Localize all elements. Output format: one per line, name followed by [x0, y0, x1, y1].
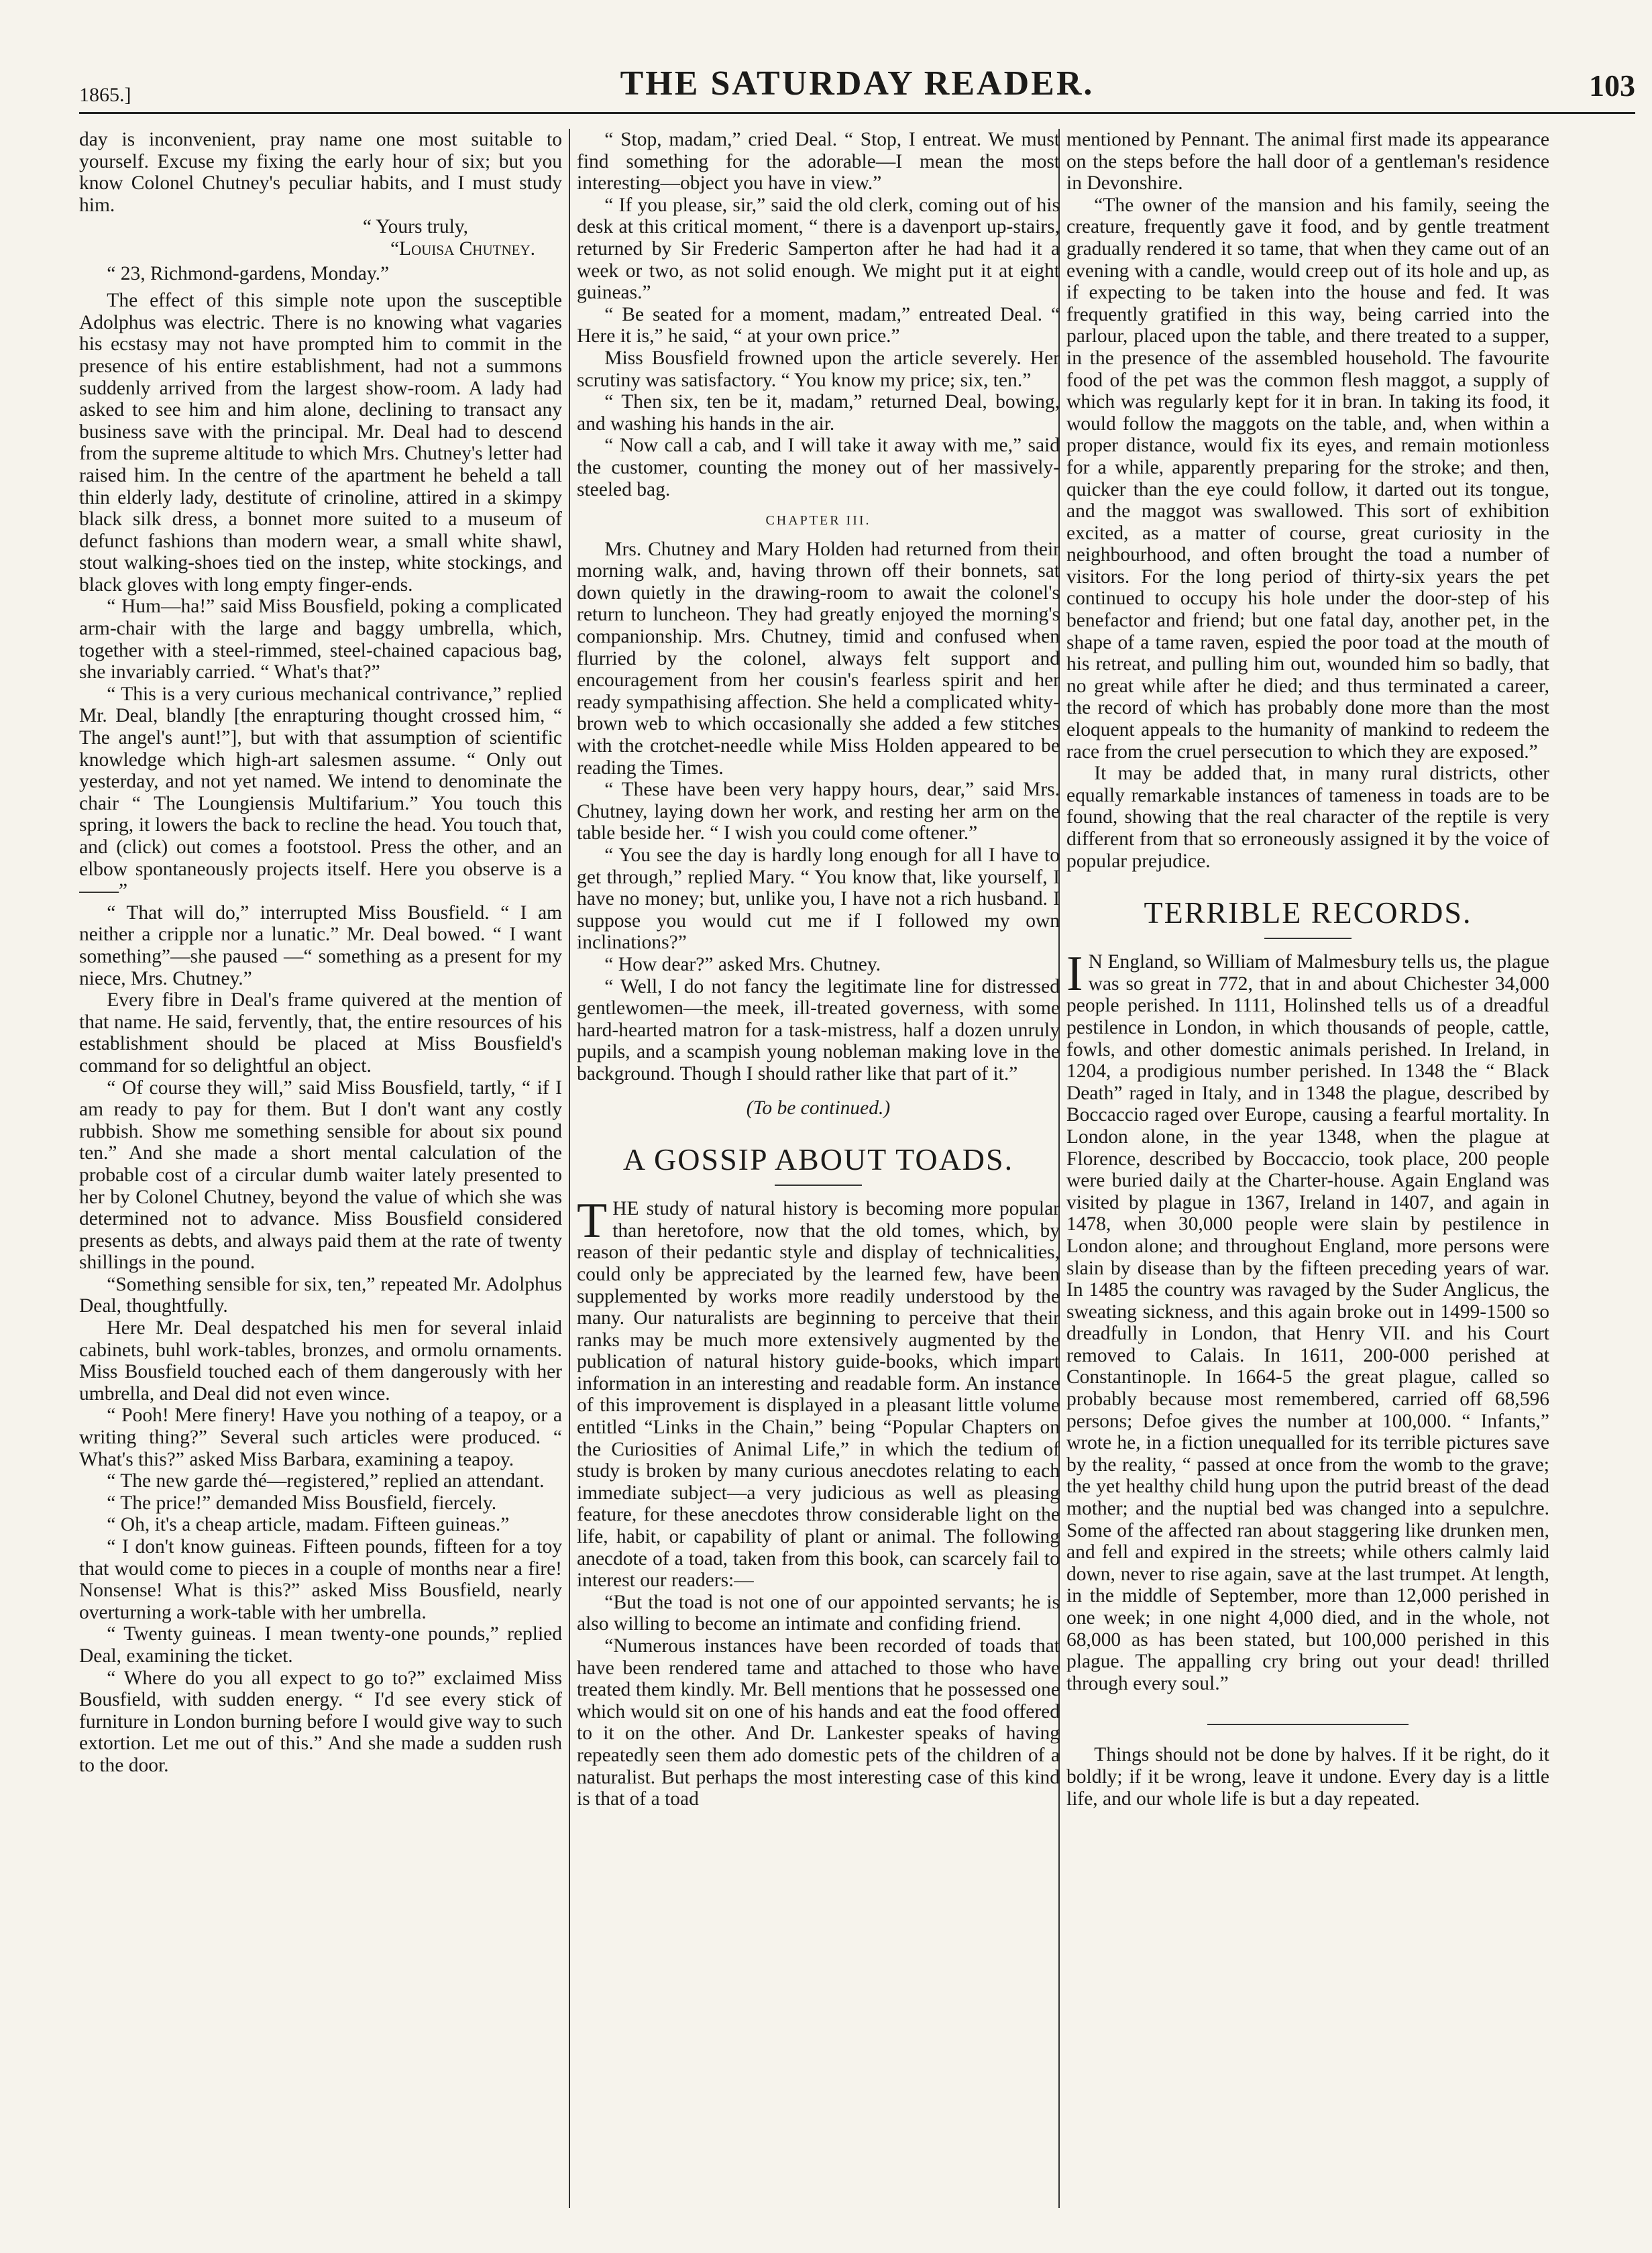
paragraph: “But the toad is not one of our appointed servants; he is also willing to become an intimate and confiding friend.	[577, 1591, 1060, 1635]
article-lead-paragraph	[1066, 946, 1549, 1694]
chapter-heading: CHAPTER III.	[765, 513, 871, 529]
title-rule	[1264, 938, 1352, 939]
to-be-continued-note: (To be continued.)	[746, 1097, 891, 1119]
section-rule	[1207, 1724, 1409, 1725]
paragraph: Miss Bousfield frowned upon the article severely. Her scrutiny was satisfactory. “ You know my price; six, ten.”	[577, 347, 1060, 391]
lead-text: HE study of natural history is becoming more popular than heretofore, now that the old tomes, which, by reason of their pedantic style and display of technicalities, could only be appreciated by the learned few, have been supplemented by works more readily understood by the many. Our naturalists are beginning to perceive that their ranks may be much more extensively augmented by the publication of natural history guide-books, which impart information in an interesting and readable form. An instance of this improvement is displayed in a pleasant little volume entitled “Links in the Chain,” being “Popular Chapters on the Curiosities of Animal Life,” in which the tedium of study is broken by many curious anecdotes relating to each immediate subject—a very judicious as well as pleasing feature, for these anecdotes throw considerable light on the life, habit, or capability of plant or animal. The following anecdote of a toad, taken from this book, can scarcely fail to interest our readers:—	[577, 1198, 1060, 1592]
letter-signature: “Louisa Chutney.	[390, 237, 535, 260]
paragraph: “ Stop, madam,” cried Deal. “ Stop, I entreat. We must find something for the adorable—I mean the most interesting—object you have in view.”	[577, 129, 1060, 195]
masthead	[79, 64, 1635, 114]
letter-sign-off: “ Yours truly,	[362, 216, 468, 238]
paragraph: “ The new garde thé—registered,” replied an attendant.	[107, 1470, 545, 1492]
paragraph: “ I don't know guineas. Fifteen pounds, fifteen for a toy that would come to pieces in a couple of months near a fire! Nonsense! What is this?” asked Miss Bousfield, nearly overturning a work-table with her umbrella.	[79, 1536, 562, 1623]
paragraph: “The owner of the mansion and his family, seeing the creature, frequently gave it food, and by gentle treatment gradually rendered it so tame, that when they came out of an evening with a candle, would creep out of its hole and up, as if expecting to be taken into the house and fed. It was frequently gratified in this way, being carried into the parlour, placed upon the table, and there treated to a supper, in the presence of the assembled household. The favourite food of the pet was the common flesh maggot, a supply of which was regularly kept for it in bran. In taking its food, it would follow the maggots on the table, and, when within a proper distance, would fix its eyes, and remain motionless for a while, apparently preparing for the stroke; and then, quicker than the eye could follow, it darted out its tongue, and the maggot was swallowed. This sort of exhibition excited, as a matter of course, great curiosity in the neighbourhood, and often brought the toad a number of visitors. For the long period of thirty-six years the pet continued to occupy his hole under the door-step of his benefactor and friend; but one fatal day, another pet, in the shape of a tame raven, espied the poor toad at the mouth of his retreat, and pulling him out, wounded him so badly, that no great while after he died; and thus terminated a career, the record of which has probably done more than the most eloquent appeals to the humanity of mankind to redeem the race from the cruel persecution to which they are exposed.”	[1066, 194, 1549, 763]
paragraph: “ Well, I do not fancy the legitimate line for distressed gentlewomen—the meek, ill-treated governess, with some hard-hearted matron for a task-mistress, half a dozen unruly pupils, and a scampish young nobleman making love in the background. Though I should rather like that part of it.”	[577, 975, 1060, 1085]
paragraph: “ These have been very happy hours, dear,” said Mrs. Chutney, laying down her work, and resting her arm on the table beside her. “ I wish you could come oftener.”	[577, 779, 1060, 844]
column-divider	[569, 129, 570, 2208]
paragraph: “ Now call a cab, and I will take it away with me,” said the customer, counting the money out of her massively-steeled bag.	[577, 435, 1060, 500]
article-title-records: TERRIBLE RECORDS.	[1144, 895, 1472, 930]
paragraph: The effect of this simple note upon the susceptible Adolphus was electric. There is no knowing what vagaries his ecstasy may not have prompted him to commit in the presence of his entire establishment, had not a summons suddenly arrived from the largest show-room. A lady had asked to see him and him alone, declining to transact any business save with the principal. Mr. Deal had to descend from the supreme altitude to which Mrs. Chutney's letter had raised him. In the centre of the apartment he beheld a tall thin elderly lady, destitute of crinoline, attired in a skimpy black silk dress, a bonnet more suited to a museum of defunct fashions than modern wear, a small white shawl, stout walking-shoes tied on the instep, white stockings, and black gloves with long empty finger-ends.	[79, 290, 562, 596]
paragraph: Here Mr. Deal despatched his men for several inlaid cabinets, buhl work-tables, bronzes, and ormolu ornaments. Miss Bousfield touched each of them dangerously with her umbrella, and Deal did not even wince.	[79, 1317, 562, 1405]
paragraph: “ Of course they will,” said Miss Bousfield, tartly, “ if I am ready to pay for them. But I don't want any costly rubbish. Show me something sensible for about six pound ten.” And she made a short mental calculation of the probable cost of a circular dumb waiter lately presented to her by Colonel Chutney, beyond the value of which she was determined not to advance. Miss Bousfield considered presents as debts, and always paid them at the rate of twenty shillings in the pound.	[79, 1077, 562, 1274]
drop-cap: T	[577, 1193, 608, 1249]
drop-cap: I	[1066, 946, 1083, 1002]
paragraph: Mrs. Chutney and Mary Holden had returned from their morning walk, and, having thrown off their bonnets, sat down quietly in the drawing-room to await the colonel's return to luncheon. They had greatly enjoyed the morning's companionship. Mrs. Chutney, timid and confused when flurried by the colonel, always felt support and encouragement from her cousin's fearless spirit and her ready sympathising affection. She held a complicated whity-brown web to which occasionally she added a few stitches with the crotchet-needle while Miss Holden appeared to be reading the Times.	[577, 538, 1060, 779]
masthead-title: THE SATURDAY READER.	[620, 64, 1095, 103]
column-1	[79, 129, 562, 2215]
paragraph: “ Then six, ten be it, madam,” returned Deal, bowing, and washing his hands in the air.	[577, 391, 1060, 435]
paragraph: “Numerous instances have been recorded of toads that have been rendered tame and attached to those who have treated them kindly. Mr. Bell mentions that he possessed one which would sit on one of his hands and eat the food offered to it on the other. And Dr. Lankester speaks of having repeatedly seen them ado domestic pets of the children of a naturalist. But perhaps the most interesting case of this kind is that of a toad	[577, 1635, 1060, 1810]
letter-ending: day is inconvenient, pray name one most suitable to yourself. Excuse my fixing the early hour of six; but you know Colonel Chutney's peculiar habits, and I must study him.	[79, 129, 562, 216]
paragraph: “ Be seated for a moment, madam,” entreated Deal. “ Here it is,” he said, “ at your own price.”	[577, 303, 1060, 347]
page-number: 103	[1589, 68, 1635, 103]
paragraph: “ How dear?” asked Mrs. Chutney.	[604, 953, 881, 975]
paragraph: “ The price!” demanded Miss Bousfield, fiercely.	[107, 1492, 497, 1514]
paragraph: “ Where do you all expect to go to?” exclaimed Miss Bousfield, with sudden energy. “ I'd see every stick of furniture in London burning before I would give way to such extortion. Let me out of this.” And she made a sudden rush to the door.	[79, 1667, 562, 1776]
paragraph: “ Oh, it's a cheap article, madam. Fifteen guineas.”	[107, 1514, 510, 1536]
paragraph: “ That will do,” interrupted Miss Bousfield. “ I am neither a cripple nor a lunatic.” Mr. Deal bowed. “ I want something”—she paused —“ something as a present for my niece, Mrs. Chutney.”	[79, 901, 562, 989]
masthead-year: 1865.]	[79, 84, 131, 106]
article-lead-paragraph	[577, 1193, 1060, 1592]
paragraph: “ This is a very curious mechanical contrivance,” replied Mr. Deal, blandly [the enrapturing thought crossed him, “ The angel's aunt!”], but with that assumption of scientific knowledge which high-art salesmen assume. “ Only out yesterday, and not yet named. We intend to denominate the chair “ The Loungiensis Multifarium.” You touch this spring, it lowers the back to recline the head. You touch that, and (click) out comes a footstool. Press the other, and an elbow spontaneously projects itself. Here you observe is a——”	[79, 683, 562, 902]
paragraph: Every fibre in Deal's frame quivered at the mention of that name. He said, fervently, that, the entire resources of his establishment should be placed at Miss Bousfield's command for so delightful an object.	[79, 989, 562, 1077]
paragraph: mentioned by Pennant. The animal first made its appearance on the steps before the hall door of a gentleman's residence in Devonshire.	[1066, 129, 1549, 195]
paragraph: “Something sensible for six, ten,” repeated Mr. Adolphus Deal, thoughtfully.	[79, 1273, 562, 1317]
paragraph: “ Hum—ha!” said Miss Bousfield, poking a complicated arm-chair with the large and baggy umbrella, which, together with a steel-rimmed, steel-chained capacious bag, she invariably carried. “ What's that?”	[79, 596, 562, 683]
column-3	[1066, 129, 1549, 2215]
letter-address: “ 23, Richmond-gardens, Monday.”	[107, 262, 390, 284]
paragraph: “ Twenty guineas. I mean twenty-one pounds,” replied Deal, examining the ticket.	[79, 1623, 562, 1667]
closing-paragraph: Things should not be done by halves. If it be right, do it boldly; if it be wrong, leave it undone. Every day is a little life, and our whole life is but a day repeated.	[1066, 1744, 1549, 1810]
paragraph: “ You see the day is hardly long enough for all I have to get through,” replied Mary. “ You know that, like yourself, I have no money; but, unlike you, I have not a rich husband. I suppose you would cut me if I followed my own inclinations?”	[577, 844, 1060, 954]
article-title-toads: A GOSSIP ABOUT TOADS.	[622, 1142, 1014, 1177]
title-rule	[775, 1185, 862, 1186]
paragraph: “ Pooh! Mere finery! Have you nothing of a teapoy, or a writing thing?” Several such articles were produced. “ What's this?” asked Miss Barbara, examining a teapoy.	[79, 1405, 562, 1470]
paragraph: It may be added that, in many rural districts, other equally remarkable instances of tameness in toads are to be found, showing that the real character of the reptile is very different from that so erroneously assigned it by the voice of popular prejudice.	[1066, 763, 1549, 872]
paragraph: “ If you please, sir,” said the old clerk, coming out of his desk at this critical moment, “ there is a davenport up-stairs, returned by Sir Frederic Samperton after he had had it a week or two, as not solid enough. We might put it at eight guineas.”	[577, 194, 1060, 304]
lead-text: N England, so William of Malmesbury tells us, the plague was so great in 772, that in and about Chichester 34,000 people perished. In 1111, Holinshed tells us of a dreadful pestilence in London, in which thousands of people, cattle, fowls, and other domestic animals perished. In Ireland, in 1204, a prodigious number perished. In 1348 the “ Black Death” raged in Italy, and in 1348 the plague, described by Boccaccio raged over Europe, causing a fearful mortality. In London alone, in the year 1348, when the plague at Florence, described by Boccaccio, took place, 200 people were buried daily at the Charter-house. Again England was visited by plague in 1367, Ireland in 1407, and again in 1478, when 30,000 people were slain by pestilence in London alone; and throughout England, more persons were slain by disease than by the fifteen preceding years of war. In 1485 the country was ravaged by the Suder Anglicus, the sweating sickness, and this again broke out in 1499-1500 so dreadfully in London, that Henry VII. and his Court removed to Calais. In 1611, 200-000 perished at Constantinople. In 1664-5 the great plague, called so probably because most remembered, carried off 68,596 persons; Defoe gives the number at 100,000. “ Infants,” wrote he, in a fiction unequalled for its terrible pictures save by the reality, “ passed at once from the womb to the grave; the yet healthy child hung upon the putrid breast of the dead mother; and the nuptial bed was changed into a sepulchre. Some of the affected ran about staggering like drunken men, and fell and expired in the streets; while others calmly laid down, never to rise again, save at the last trumpet. At length, in the middle of September, more than 12,000 perished in one week; in one night 4,000 died, and in the whole, not 68,000 as has been stated, but 100,000 perished in this plague. The appalling cry bring out your dead! thrilled through every soul.”	[1066, 951, 1549, 1694]
column-2	[577, 129, 1060, 2215]
